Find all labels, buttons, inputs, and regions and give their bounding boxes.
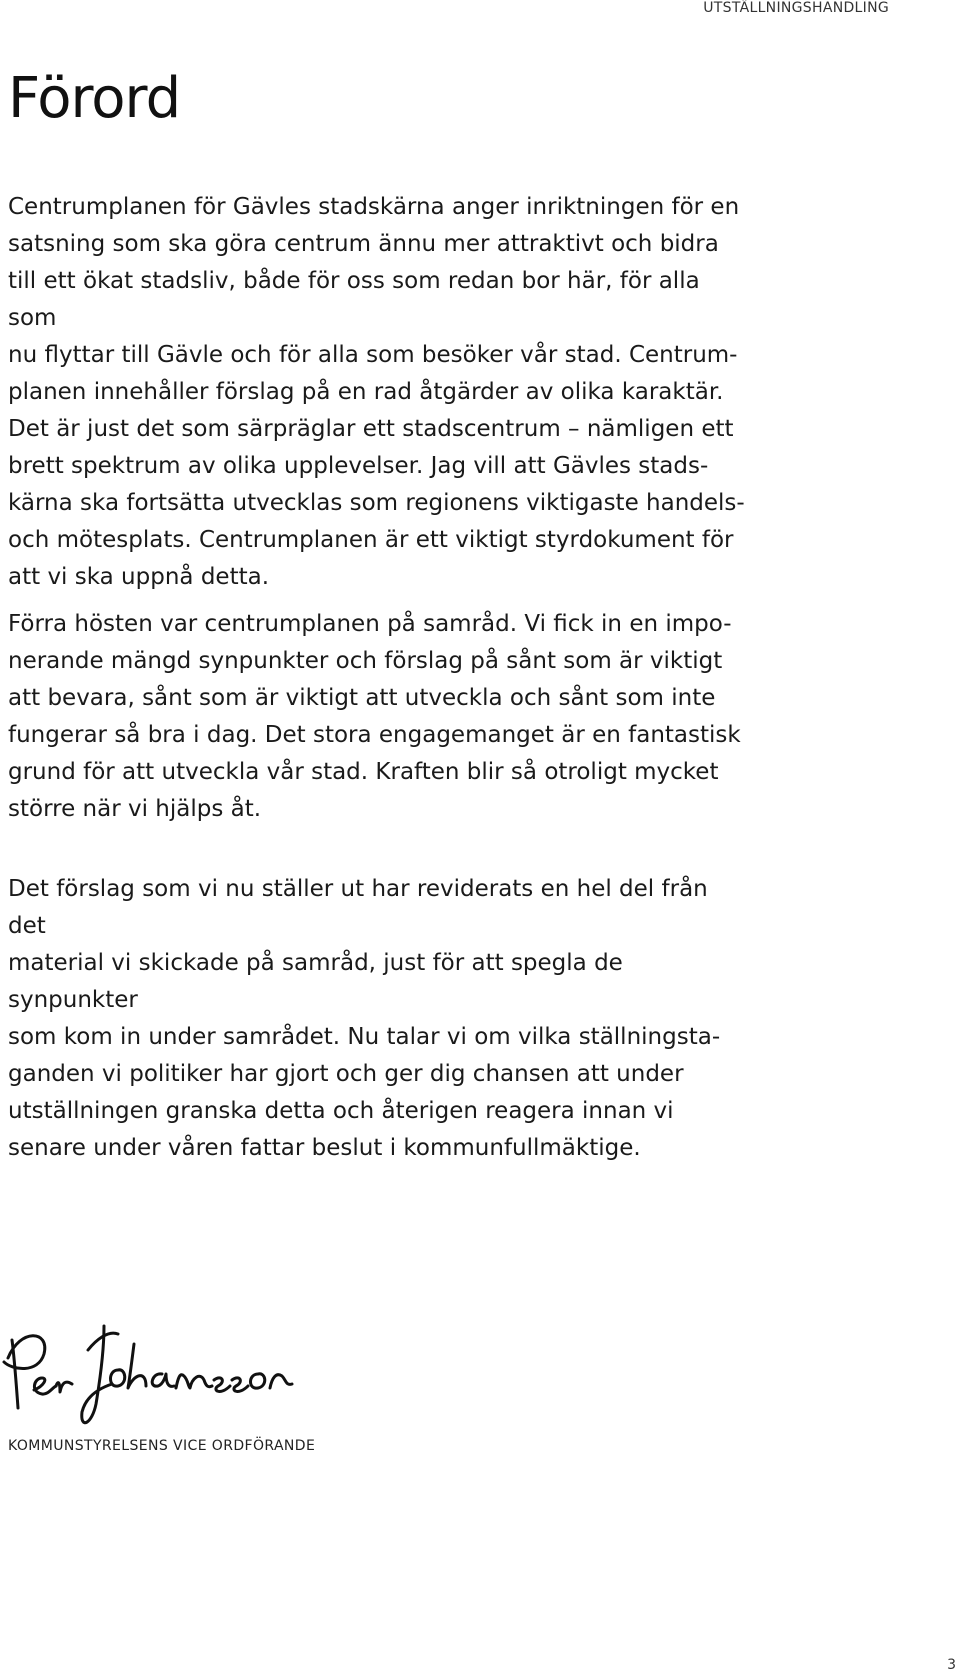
page-title: Förord: [8, 66, 181, 131]
paragraph-3: Det förslag som vi nu ställer ut har reviderats en hel del från det material vi skickade på samråd, just för att spegla de synpunkter som kom in under samrådet. Nu talar vi om vilka ställningsta- ganden vi politiker har gjort och ger dig chansen att under utställningen granska detta och återigen reagera innan vi senare under våren fattar beslut i kommunfullmäktige.: [8, 876, 721, 1161]
document-type-label: UTSTÄLLNINGSHANDLING: [703, 0, 889, 16]
signer-role: KOMMUNSTYRELSENS VICE ORDFÖRANDE: [8, 1438, 316, 1454]
handwritten-signature: [0, 1300, 320, 1430]
paragraph-1: Centrumplanen för Gävles stadskärna anger inriktningen för en satsning som ska göra centrum ännu mer attraktivt och bidra till ett ökat stadsliv, både för oss som redan bor här, för alla som nu flyttar till Gävle och för alla som besöker vår stad. Centrum- planen innehåller förslag på en rad åtgärder av olika karaktär. Det är just det som särpräglar ett stadscentrum – nämligen ett brett spektrum av olika upplevelser. Jag vill att Gävles stads- kärna ska fortsätta utvecklas som regionens viktigaste handels- och mötesplats. Centrumplanen är ett viktigt styrdokument för att vi ska uppnå detta.: [8, 194, 745, 590]
page-number: 3: [947, 1657, 956, 1673]
paragraph-2: Förra hösten var centrumplanen på samråd. Vi fick in en impo- nerande mängd synpunkter och förslag på sånt som är viktigt att bevara, sånt som är viktigt att utveckla och sånt som inte fungerar så bra i dag. Det stora engagemanget är en fantastisk grund för att utveckla vår stad. Kraften blir så otroligt mycket större när vi hjälps åt.: [8, 611, 741, 822]
